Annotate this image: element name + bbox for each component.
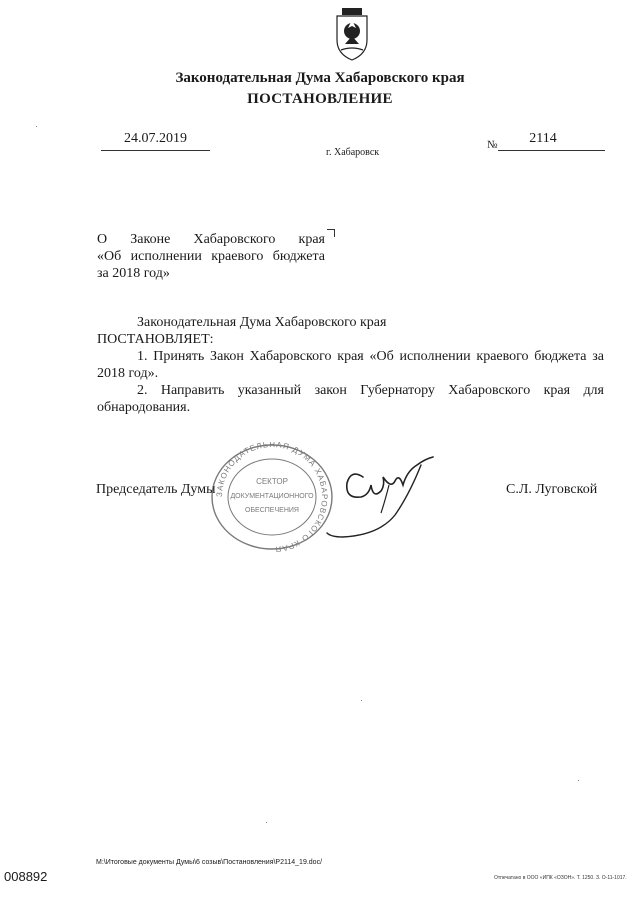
signatory-title: Председатель Думы [96, 482, 216, 497]
item-2-line-2: обнародования. [97, 400, 191, 415]
number-label: № [487, 139, 498, 151]
handwritten-signature [325, 455, 440, 540]
coat-of-arms-icon [331, 6, 373, 62]
corner-bracket [327, 229, 335, 237]
body-intro: Законодательная Дума Хабаровского края [137, 315, 387, 330]
organization-name: Законодательная Дума Хабаровского края [175, 70, 465, 86]
number-underline [498, 150, 605, 151]
signatory-name: С.Л. Луговской [506, 482, 598, 497]
scan-artifact [578, 780, 579, 781]
print-info: Отпечатано в ООО «ИПК «ОЗОН». Т. 1250. З. О-11-1017. [494, 875, 627, 881]
document-date: 24.07.2019 [124, 131, 187, 146]
body-decree: ПОСТАНОВЛЯЕТ: [97, 332, 214, 347]
subject-line-3: за 2018 год» [97, 266, 170, 281]
document-number: 2114 [529, 131, 557, 146]
city-label: г. Хабаровск [326, 147, 380, 158]
date-underline [101, 150, 210, 151]
scan-artifact [36, 126, 37, 127]
item-2-line-1: 2. Направить указанный закон Губернатору Хабаровского края для [137, 383, 604, 398]
document-body [97, 314, 604, 416]
scan-artifact [361, 700, 362, 701]
item-1-line-2: 2018 год». [97, 366, 159, 381]
subject-line-2: «Об исполнении краевого бюджета [97, 249, 325, 264]
stamp-outer-text: ЗАКОНОДАТЕЛЬНАЯ ДУМА ХАБАРОВСКОГО КРАЯ [214, 442, 330, 552]
stamp-inner-2: ДОКУМЕНТАЦИОННОГО [230, 493, 314, 500]
file-path: M:\Итоговые документы Думы\6 созыв\Постановления\P2114_19.doc/ [96, 859, 323, 866]
stamp-inner-3: ОБЕСПЕЧЕНИЯ [245, 507, 299, 514]
document-type-title: ПОСТАНОВЛЕНИЕ [247, 91, 393, 107]
registration-number: 008892 [4, 869, 48, 884]
item-1-line-1: 1. Принять Закон Хабаровского края «Об исполнении краевого бюджета за [137, 349, 604, 364]
stamp-inner-1: СЕКТОР [256, 477, 288, 486]
scan-artifact [266, 822, 267, 823]
subject-line-1: О Законе Хабаровского края [97, 232, 325, 247]
official-stamp [208, 442, 336, 552]
document-subject [97, 231, 325, 282]
